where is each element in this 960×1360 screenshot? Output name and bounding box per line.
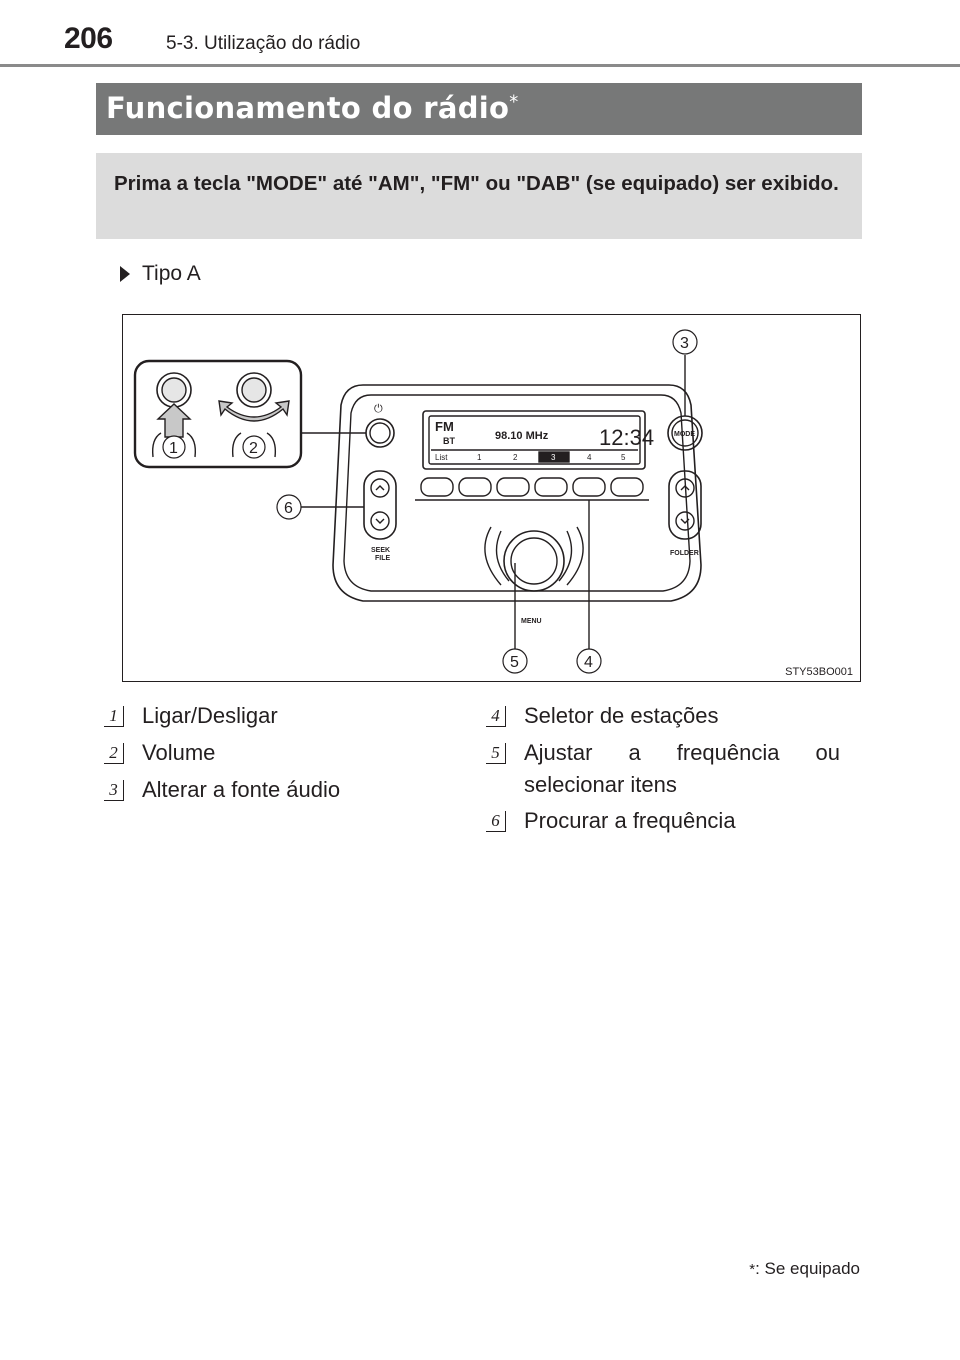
legend-label-5: Ajustar a frequência ou selecionar itens: [524, 740, 840, 797]
preset-tab-3: 3: [551, 453, 556, 462]
legend-item-6: [486, 808, 736, 837]
seek-down-icon: [376, 519, 384, 523]
seek-button-housing: [364, 471, 396, 539]
seek-up-icon: [376, 486, 384, 490]
preset-tab-4: 4: [587, 453, 592, 462]
rotate-arrow-icon: [219, 401, 289, 421]
legend-label-1: Ligar/Desligar: [142, 703, 278, 728]
preset-tab-list: List: [435, 453, 448, 462]
instruction-box: [96, 153, 862, 239]
legend-number-5: 5: [486, 743, 506, 764]
menu-label: MENU: [521, 618, 542, 625]
folder-label: FOLDER: [670, 550, 699, 557]
volume-knob-zoom-inner: [242, 378, 266, 402]
preset-buttons: [421, 478, 643, 496]
preset-button-5: [573, 478, 605, 496]
dial-outer: [504, 531, 564, 591]
preset-button-1: [421, 478, 453, 496]
page-title-text: Funcionamento do rádio: [106, 91, 510, 125]
figure-code: STY53BO001: [785, 666, 853, 678]
legend-number-2: 2: [104, 743, 124, 764]
callout-5-label: 5: [510, 654, 519, 671]
legend-label-4: Seletor de estações: [524, 703, 719, 728]
preset-button-2: [459, 478, 491, 496]
footnote-asterisk: *: [749, 1261, 756, 1278]
file-label: FILE: [375, 555, 391, 562]
dial-inner: [511, 538, 557, 584]
legend-number-1: 1: [104, 706, 124, 727]
display-band: FM: [435, 419, 454, 434]
power-knob-zoom-inner: [162, 378, 186, 402]
type-heading-text: Tipo A: [142, 262, 201, 285]
legend-item-4: [486, 703, 718, 732]
callout-1-label: 1: [169, 440, 178, 457]
legend-label-2: Volume: [142, 740, 216, 765]
legend-item-5: [486, 740, 840, 801]
title-bar: [96, 83, 862, 135]
seek-down-button: [371, 512, 389, 530]
seek-up-button: [371, 479, 389, 497]
display-source: BT: [443, 436, 455, 446]
legend-label-6: Procurar a frequência: [524, 808, 736, 833]
page-number: 206: [64, 22, 113, 55]
instruction-text: Prima a tecla "MODE" até "AM", "FM" ou "DAB" (se equipado) ser exibido.: [114, 172, 839, 195]
radio-diagram: [123, 315, 860, 681]
preset-tab-5: 5: [621, 453, 626, 462]
callout-3-label: 3: [680, 335, 689, 352]
preset-tab-2: 2: [513, 453, 518, 462]
legend-item-2: [104, 740, 215, 769]
page-title: [106, 91, 519, 125]
push-arrow-icon: [158, 404, 190, 437]
header-divider: [0, 64, 960, 67]
power-symbol: ⏻: [374, 403, 383, 415]
triangle-bullet-icon: [120, 266, 130, 282]
seek-label: SEEK: [371, 547, 391, 554]
legend-item-3: [104, 777, 340, 806]
legend-label-3: Alterar a fonte áudio: [142, 777, 341, 802]
title-asterisk: *: [509, 91, 519, 113]
legend-number-3: 3: [104, 780, 124, 801]
section-label: 5-3. Utilização do rádio: [166, 33, 361, 54]
mode-label: MODE: [674, 431, 695, 438]
callout-4-label: 4: [584, 654, 593, 671]
display-frequency: 98.10 MHz: [495, 430, 549, 442]
preset-button-4: [535, 478, 567, 496]
footnote: [749, 1259, 860, 1279]
callout-2-label: 2: [249, 440, 258, 457]
footnote-text: : Se equipado: [755, 1259, 860, 1278]
radio-figure: [122, 314, 861, 682]
display-clock: 12:34: [599, 425, 655, 450]
power-knob-inner: [370, 423, 390, 443]
legend-item-1: [104, 703, 278, 732]
legend-number-4: 4: [486, 706, 506, 727]
type-heading: [120, 262, 201, 286]
callout-6-label: 6: [284, 500, 293, 517]
folder-down-button: [676, 512, 694, 530]
preset-button-3: [497, 478, 529, 496]
preset-tab-1: 1: [477, 453, 482, 462]
legend-number-6: 6: [486, 811, 506, 832]
preset-button-6: [611, 478, 643, 496]
